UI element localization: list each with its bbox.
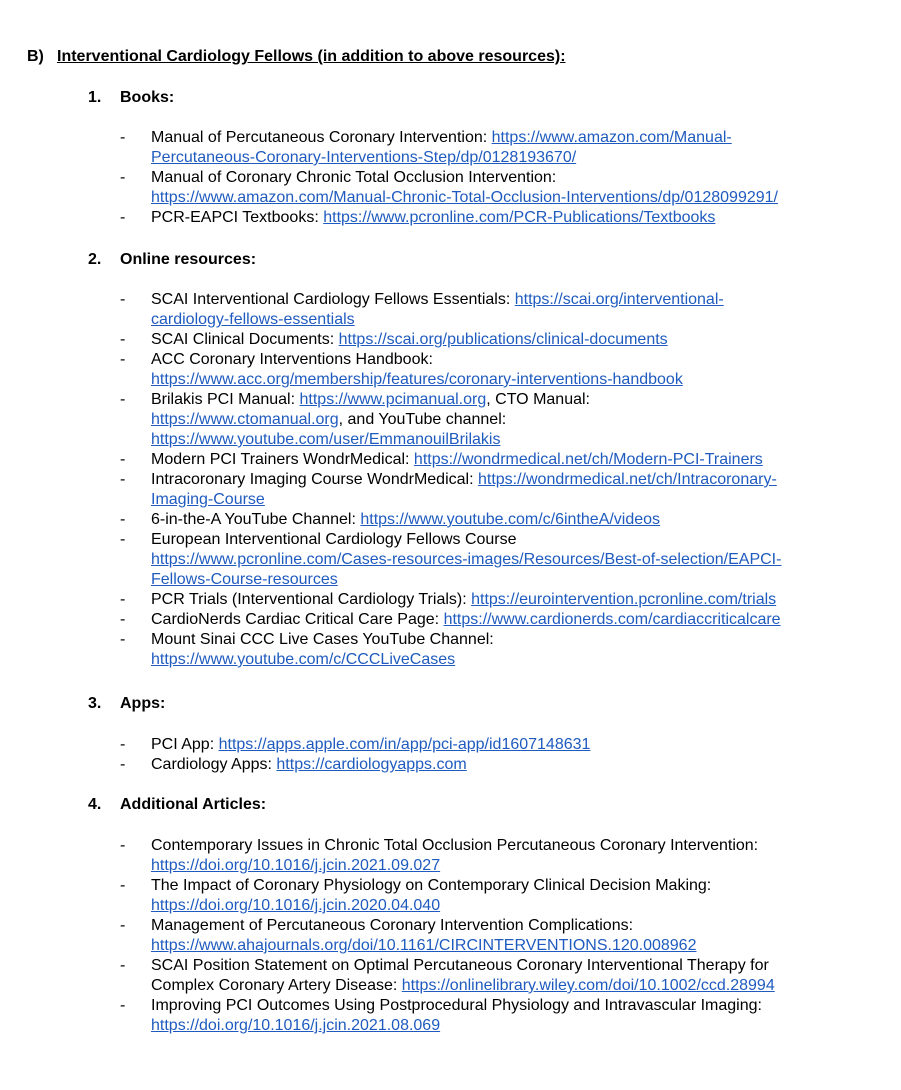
list-item <box>120 470 860 510</box>
dash-bullet: - <box>120 209 126 226</box>
dash-bullet: - <box>120 877 126 894</box>
articles-list <box>120 836 860 1036</box>
dash-bullet: - <box>120 291 126 308</box>
section-header <box>27 47 566 67</box>
item-link[interactable]: https://onlinelibrary.wiley.com/doi/10.1002/ccd.28994 <box>401 977 775 994</box>
dash-bullet: - <box>120 331 126 348</box>
section-letter: B) <box>27 48 44 65</box>
dash-bullet: - <box>120 837 126 854</box>
dash-bullet: - <box>120 471 126 488</box>
books-number: 1. <box>88 89 102 106</box>
dash-bullet: - <box>120 391 126 408</box>
item-link[interactable]: https://www.pcronline.com/PCR-Publications/Textbooks <box>323 209 716 226</box>
item-text: Manual of Coronary Chronic Total Occlusion Intervention: <box>151 169 557 186</box>
pci-manual-link[interactable]: https://www.pcimanual.org <box>299 391 487 408</box>
item-text: PCR-EAPCI Textbooks: <box>151 209 324 226</box>
list-item <box>120 735 860 755</box>
list-item <box>120 530 860 590</box>
dash-bullet: - <box>120 531 126 548</box>
item-text: SCAI Clinical Documents: <box>151 331 339 348</box>
list-item <box>120 510 860 530</box>
item-link[interactable]: https://doi.org/10.1016/j.jcin.2021.08.069 <box>151 1017 441 1034</box>
list-item <box>120 836 860 876</box>
item-text: SCAI Position Statement on Optimal Percutaneous Coronary Interventional Therapy for <box>151 957 769 974</box>
item-text: CardioNerds Cardiac Critical Care Page: <box>151 611 444 628</box>
list-item <box>120 755 860 775</box>
apps-list <box>120 735 860 775</box>
item-text: , CTO Manual: <box>486 391 590 408</box>
articles-heading <box>88 795 266 815</box>
item-text: Improving PCI Outcomes Using Postprocedural Physiology and Intravascular Imaging: <box>151 997 762 1014</box>
articles-title: Additional Articles: <box>120 796 267 813</box>
dash-bullet: - <box>120 511 126 528</box>
books-heading <box>88 88 174 108</box>
list-item <box>120 390 860 450</box>
item-text: , and YouTube channel: <box>338 411 507 428</box>
item-link[interactable]: https://cardiologyapps.com <box>276 756 467 773</box>
item-text: The Impact of Coronary Physiology on Contemporary Clinical Decision Making: <box>151 877 712 894</box>
item-link[interactable]: https://wondrmedical.net/ch/Intracoronary- <box>477 471 777 488</box>
list-item <box>120 630 860 670</box>
dash-bullet: - <box>120 957 126 974</box>
item-text: Contemporary Issues in Chronic Total Occlusion Percutaneous Coronary Intervention: <box>151 837 759 854</box>
list-item <box>120 916 860 956</box>
item-text: Intracoronary Imaging Course WondrMedical: <box>151 471 478 488</box>
cto-manual-link[interactable]: https://www.ctomanual.org <box>151 411 339 428</box>
online-number: 2. <box>88 251 102 268</box>
item-link-continued[interactable]: Percutaneous-Coronary-Interventions-Step/dp/0128193670/ <box>151 149 577 166</box>
list-item <box>120 610 860 630</box>
apps-number: 3. <box>88 695 102 712</box>
dash-bullet: - <box>120 631 126 648</box>
dash-bullet: - <box>120 611 126 628</box>
item-text: ACC Coronary Interventions Handbook: <box>151 351 433 368</box>
dash-bullet: - <box>120 756 126 773</box>
item-text: Management of Percutaneous Coronary Intervention Complications: <box>151 917 634 934</box>
item-link-continued[interactable]: Imaging-Course <box>151 491 265 508</box>
section-title: Interventional Cardiology Fellows (in addition to above resources): <box>57 48 566 65</box>
item-link[interactable]: https://eurointervention.pcronline.com/trials <box>471 591 777 608</box>
item-link[interactable]: https://www.acc.org/membership/features/coronary-interventions-handbook <box>151 371 683 388</box>
item-text: Manual of Percutaneous Coronary Intervention: <box>151 129 492 146</box>
item-link[interactable]: https://www.youtube.com/c/CCCLiveCases <box>151 651 456 668</box>
item-link[interactable]: https://www.ahajournals.org/doi/10.1161/CIRCINTERVENTIONS.120.008962 <box>151 937 697 954</box>
item-link[interactable]: https://scai.org/publications/clinical-documents <box>338 331 668 348</box>
articles-number: 4. <box>88 796 102 813</box>
item-link[interactable]: https://scai.org/interventional- <box>514 291 724 308</box>
online-list <box>120 290 860 670</box>
item-text: PCR Trials (Interventional Cardiology Trials): <box>151 591 472 608</box>
list-item <box>120 168 860 208</box>
item-link[interactable]: https://apps.apple.com/in/app/pci-app/id1607148631 <box>218 736 591 753</box>
list-item <box>120 208 860 228</box>
item-text: Brilakis PCI Manual: <box>151 391 300 408</box>
item-link[interactable]: https://www.cardionerds.com/cardiaccriticalcare <box>443 611 781 628</box>
online-title: Online resources: <box>120 251 257 268</box>
list-item <box>120 450 860 470</box>
item-link-continued[interactable]: cardiology-fellows-essentials <box>151 311 355 328</box>
dash-bullet: - <box>120 591 126 608</box>
item-link[interactable]: https://www.pcronline.com/Cases-resources-images/Resources/Best-of-selection/EAPCI- <box>151 551 782 568</box>
list-item <box>120 876 860 916</box>
list-item <box>120 996 860 1036</box>
item-link[interactable]: https://doi.org/10.1016/j.jcin.2020.04.040 <box>151 897 441 914</box>
dash-bullet: - <box>120 351 126 368</box>
online-heading <box>88 250 256 270</box>
books-title: Books: <box>120 89 175 106</box>
dash-bullet: - <box>120 451 126 468</box>
item-text: European Interventional Cardiology Fellows Course <box>151 531 517 548</box>
item-link[interactable]: https://wondrmedical.net/ch/Modern-PCI-Trainers <box>413 451 763 468</box>
item-text: PCI App: <box>151 736 219 753</box>
dash-bullet: - <box>120 736 126 753</box>
item-text: 6-in-the-A YouTube Channel: <box>151 511 361 528</box>
apps-title: Apps: <box>120 695 166 712</box>
books-list <box>120 128 860 228</box>
item-text: Cardiology Apps: <box>151 756 277 773</box>
item-link[interactable]: https://www.amazon.com/Manual-Chronic-Total-Occlusion-Interventions/dp/0128099291/ <box>151 189 778 206</box>
list-item <box>120 290 860 330</box>
item-link-continued[interactable]: Fellows-Course-resources <box>151 571 338 588</box>
item-text: Modern PCI Trainers WondrMedical: <box>151 451 414 468</box>
dash-bullet: - <box>120 129 126 146</box>
list-item <box>120 330 860 350</box>
list-item <box>120 128 860 168</box>
dash-bullet: - <box>120 917 126 934</box>
item-link[interactable]: https://www.youtube.com/c/6intheA/videos <box>360 511 661 528</box>
youtube-channel-link[interactable]: https://www.youtube.com/user/EmmanouilBrilakis <box>151 431 501 448</box>
list-item <box>120 590 860 610</box>
item-link[interactable]: https://doi.org/10.1016/j.jcin.2021.09.027 <box>151 857 441 874</box>
item-link[interactable]: https://www.amazon.com/Manual- <box>491 129 732 146</box>
dash-bullet: - <box>120 997 126 1014</box>
item-text: SCAI Interventional Cardiology Fellows Essentials: <box>151 291 515 308</box>
item-text-continued: Complex Coronary Artery Disease: <box>151 977 402 994</box>
item-text: Mount Sinai CCC Live Cases YouTube Channel: <box>151 631 494 648</box>
list-item <box>120 350 860 390</box>
apps-heading <box>88 694 165 714</box>
dash-bullet: - <box>120 169 126 186</box>
list-item <box>120 956 860 996</box>
